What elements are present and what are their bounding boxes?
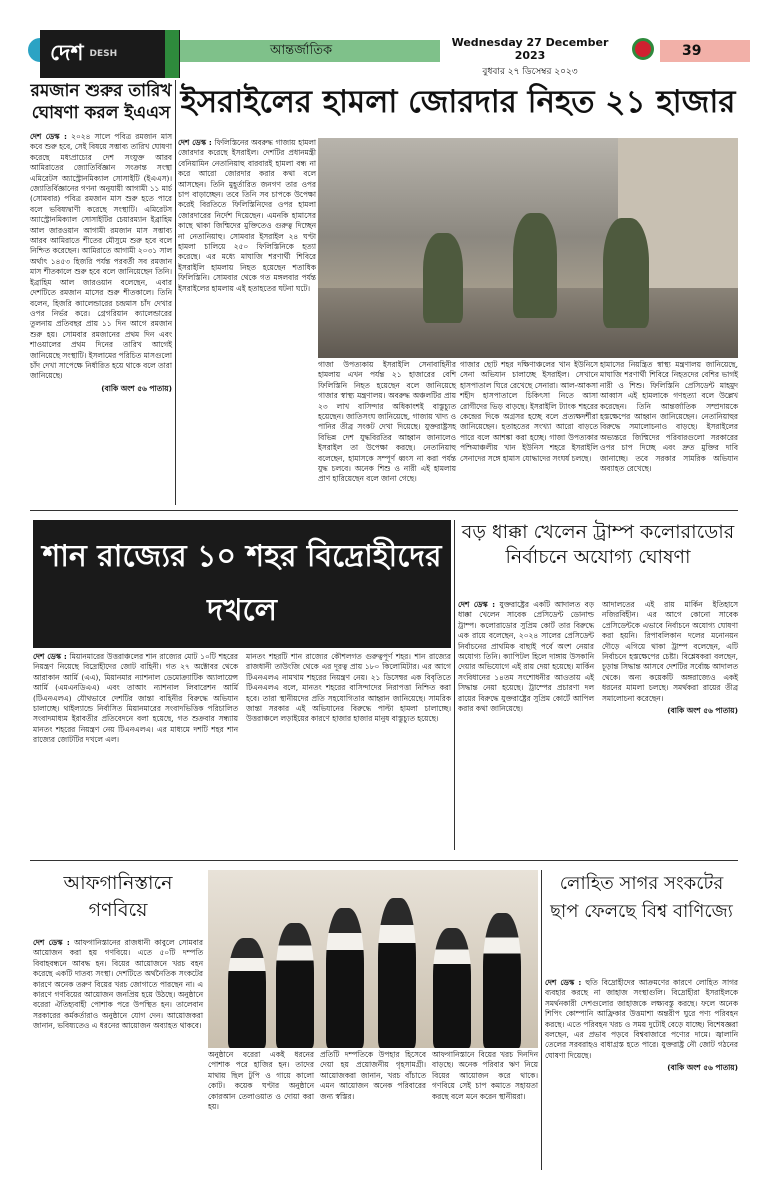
soldier-figure: [603, 218, 649, 328]
afghan-dateline: দেশ ডেস্ক :: [33, 938, 70, 947]
shan-story: [33, 652, 451, 852]
gaza-soldiers-photo: [318, 138, 738, 358]
groom-figure: [483, 913, 521, 1048]
logo-subtext: DESH: [89, 49, 118, 59]
afghan-headline[interactable]: আফগানিস্তানে গণবিয়ে: [63, 872, 173, 921]
mass-wedding-photo: [208, 870, 538, 1048]
israel-column-2: [318, 360, 456, 485]
section-divider: [30, 860, 738, 861]
ramadan-headline[interactable]: রমজান শুরুর তারিখ ঘোষণা করল ইএএস: [30, 81, 172, 123]
redsea-headline[interactable]: লোহিত সাগর সংকটের ছাপ ফেলছে বিশ্ব বাণিজ্যে: [550, 873, 733, 922]
israel-headline[interactable]: ইসরাইলের হামলা জোরদার নিহত ২১ হাজার: [180, 84, 736, 120]
trump-headline[interactable]: বড় ধাক্কা খেলেন ট্রাম্প কলোরাডোর নির্বাচনে অযোগ্য ঘোষণা: [461, 521, 735, 568]
shan-column-1: [33, 652, 238, 746]
groom-figure: [378, 898, 416, 1048]
trump-text-1: যুক্তরাষ্ট্রের একটি আদালত বড় ধাক্কা খেলেন সাবেক প্রেসিডেন্ট ডোনাল্ড ট্রাম্প। কলোরাডোর সুপ্রিম কোর্ট তার বিরুদ্ধে এক রায়ে বলেছেন, ২০২৪ সালের প্রেসিডেন্ট নির্বাচনের প্রাথমিক বাছাই পর্বে অংশ নেয়ার অযোগ্য তিনি। ক্যাপিটল হিলে দাঙ্গায় উসকানি দেয়ার অভিযোগে এই রায় দেয়া হয়েছে। মার্কিন সংবিধানের ১৪তম সংশোধনীর আওতায় এই সিদ্ধান্ত নেয়া হয়েছে। ট্রাম্পের প্রচারণা দল রায়ের বিরুদ্ধে যুক্তরাষ্ট্রের সুপ্রিম কোর্টে আপিল করার কথা জানিয়েছে।: [458, 600, 594, 714]
israel-text-3: গাজার ছোট শহর দক্ষিণাঞ্চলের খান ইউনিসে সেনা অভিযান চালাচ্ছে ইসরাইল। সেখানে হাসপাতাল ঘিরে রেখেছে সেনারা। আল-আকসা শহীদ হাসপাতালে চিকিৎসা নিতে আসা রোগীদের ভিড় বাড়ছে। ইসরাইলি ট্যাংক শহরের কেন্দ্রের দিকে অগ্রসর হচ্ছে বলে প্রত্যক্ষদর্শীরা জানিয়েছেন। হতাহতের সংখ্যা আরো বাড়তে পারে বলে আশঙ্কা করা হচ্ছে। গাজা উপত্যকার পশ্চিমাঞ্চলীয় খান ইউনিস শহরে ইসরাইলি সেনাদের সঙ্গে হামাস যোদ্ধাদের সংঘর্ষ চলছে।: [460, 360, 598, 463]
afghan-column-1: [33, 938, 203, 1032]
shan-text-2: মানতং শহরটি শান রাজ্যের কৌশলগত গুরুত্বপূর্ণ শহর। শান রাজ্যের রাজধানী তাউংজি থেকে এর দূরত্ব প্রায় ১৮০ কিলোমিটার। এর আগে টিএনএলএ নামখাম শহরের নিয়ন্ত্রণ নেয়। ২১ ডিসেম্বর এক বিবৃতিতে টিএনএলএ বলে, মানতং শহরের বাসিন্দাদের নিরাপত্তা নিশ্চিত করা হবে। তারা স্থানীয়দের প্রতি সহযোগিতার আহ্বান জানিয়েছে। সামরিক জান্তা সরকার এই অভিযানের বিরুদ্ধে পাল্টা হামলা চালাচ্ছে। উত্তরাঞ্চলে লড়াইয়ের কারণে হাজার হাজার মানুষ বাস্তুচ্যুত হয়েছে।: [246, 652, 451, 724]
trump-dateline: দেশ ডেস্ক :: [458, 600, 496, 609]
ramadan-text: ২০২৪ সালে পবিত্র রমজান মাস কবে শুরু হবে, সেই বিষয়ে সম্ভাব্য তারিখ ঘোষণা করেছে মধ্যপ্রাচ্যের দেশ সংযুক্ত আরব আমিরাতের জ্যোতির্বিজ্ঞান সংক্রান্ত সংস্থা এমিরেটস অ্যাস্ট্রোনমিক্যাল সোসাইটি (ইএএস)। জ্যোতির্বিজ্ঞানের গণনা অনুযায়ী আগামী ১১ মার্চ (সোমবার) পবিত্র রমজান মাস শুরু হতে পারে বলে ভবিষ্যদ্বাণী করেছে সংস্থাটি। এমিরেটস অ্যাস্ট্রোনমিক্যাল সোসাইটির চেয়ারম্যান ইব্রাহিম আল জারওয়ান আগামী রমজান মাস সম্ভাব্য আরব আমিরাতে শীতের মৌসুমে শুরু হবে বলে নিশ্চিত করেছেন। আমিরাতে আগামী ২০৩১ সাল অর্থাৎ ১৪৫৩ হিজরি পর্যন্ত পরবর্তী সব রমজান মাস শীতকালে শুরু হবে বলে জানিয়েছেন তিনি। ইব্রাহিম আল জারওয়ান বলেছেন, এবার দেশটিতে রমজান মাসের শুরু শীতকালে। তিনি বলেন, হিজরি ক্যালেন্ডারের চন্দ্রমাস চাঁদ দেখার ওপর নির্ভর করে। গ্রেগরিয়ান ক্যালেন্ডারের তুলনায় প্রতিবছর প্রায় ১১ দিন আগে রমজান শুরু হয়। সোমবার রমজানের প্রথম দিন এবং শাওয়ালের প্রথম দিনের তারিখ আগেই জানিয়েছে সংস্থাটি। ইসলামের পরিচিত মাসগুলো চাঁদ দেখা সাপেক্ষে নির্ধারিত হয়ে থাকে বলে তারা জানিয়েছে।: [30, 132, 172, 381]
trump-column-2: [602, 600, 738, 716]
bangladesh-flag-icon: [632, 38, 654, 60]
shan-text-1: মিয়ানমারের উত্তরাঞ্চলের শান রাজ্যের মোট ১০টি শহরের নিয়ন্ত্রণ নিয়েছে বিদ্রোহীদের জোট বাহিনী। গত ২৭ অক্টোবর থেকে আরাকান আর্মি (এএ), মিয়ানমার ন্যাশনাল ডেমোক্র্যাটিক অ্যালায়েন্স আর্মি (এমএনডিএএ) এবং তাআং ন্যাশনাল লিবারেশন আর্মি (টিএনএলএ) যৌথভাবে দেশটির জান্তা বাহিনীর বিরুদ্ধে অভিযান চালাচ্ছে। থাইল্যান্ডে নির্বাসিত মিয়ানমারের সংবাদভিত্তিক পরিচালিত সংবাদমাধ্যম ইরাবতীর প্রতিবেদনে বলা হয়েছে, গত শুক্রবার সন্ধ্যায় মানতং শহরের নিয়ন্ত্রণ নেয় টিএনএলএ। এর মাধ্যমে দশটি শহর শান রাজ্যের জোটটির দখলে এল।: [33, 652, 238, 745]
trump-column-1: [458, 600, 594, 714]
israel-column-1: [178, 138, 316, 294]
ramadan-body: [30, 132, 172, 394]
redsea-continued: (বাকি অংশ ৫৬ পাতায়): [667, 1063, 738, 1073]
trump-text-2: আদালতের এই রায় মার্কিন ইতিহাসে নজিরবিহীন। এর আগে কোনো সাবেক প্রেসিডেন্টকে এভাবে নির্বাচনে অযোগ্য ঘোষণা করা হয়নি। রিপাবলিকান দলের মনোনয়ন দৌড়ে এগিয়ে থাকা ট্রাম্প বলেছেন, এটি নির্বাচনে হস্তক্ষেপের চেষ্টা। বিশ্লেষকরা বলছেন, চূড়ান্ত সিদ্ধান্ত আসবে দেশটির সর্বোচ্চ আদালত থেকে। অন্য কয়েকটি অঙ্গরাজ্যেও একই ধরনের মামলা চলছে। সমর্থকরা রায়ের তীব্র সমালোচনা করেছেন।: [602, 600, 738, 703]
issue-date: [440, 36, 620, 77]
shan-dateline: দেশ ডেস্ক :: [33, 652, 67, 661]
groom-figure: [228, 938, 266, 1048]
soldier-figure: [423, 233, 463, 323]
page-number: 39: [660, 40, 750, 62]
afghan-text-1: আফগানিস্তানের রাজধানী কাবুলে সোমবার আয়োজন করা হয় গণবিয়ে। এতে ৫০টি দম্পতি বিবাহবন্ধনে আবদ্ধ হন। বিয়ের আয়োজনে খরচ বহন করেছে একটি দাতব্য সংস্থা। দেশটিতে অর্থনৈতিক সংকটের কারণে অনেক তরুণ বিয়ের খরচ জোগাতে পারছেন না। এ কারণে গণবিয়ের আয়োজন জনপ্রিয় হয়ে উঠছে। অনুষ্ঠানে বরেরা ঐতিহ্যবাহী পোশাক পরে উপস্থিত হন। তালেবান সরকারের কর্মকর্তারাও অনুষ্ঠানে যোগ দেন। আয়োজকরা জানান, ভবিষ্যতেও এ ধরনের আয়োজন অব্যাহত থাকবে।: [33, 938, 203, 1031]
groom-figure: [276, 923, 314, 1048]
ramadan-story: [30, 80, 172, 505]
soldier-figure: [513, 213, 557, 318]
afghan-column-2: [208, 1050, 314, 1112]
shan-headline[interactable]: শান রাজ্যের ১০ শহর বিদ্রোহীদের দখলে: [33, 520, 451, 648]
groom-figure: [326, 908, 364, 1048]
date-bengali: বুধবার ২৭ ডিসেম্বর ২০২৩: [482, 67, 578, 77]
logo-text: দেশ: [50, 40, 84, 66]
liberty-statue-icon: [165, 30, 179, 78]
israel-dateline: দেশ ডেস্ক :: [178, 138, 212, 147]
shan-column-2: [246, 652, 451, 725]
afghan-column-3: [320, 1050, 426, 1102]
ramadan-dateline: দেশ ডেস্ক :: [30, 132, 67, 141]
israel-text-2: গাজা উপত্যকায় ইসরাইলি সেনাবাহিনীর হামলায় এখন পর্যন্ত ২১ হাজারের বেশি ফিলিস্তিনি নিহত হয়েছেন বলে জানিয়েছে গাজার স্বাস্থ্য মন্ত্রণালয়। অবরুদ্ধ অঞ্চলটির প্রায় ২৩ লাখ বাসিন্দার অধিকাংশই বাস্তুচ্যুত হয়েছেন। জাতিসংঘ জানিয়েছে, গাজায় খাদ্য ও পানির তীব্র সংকট দেখা দিয়েছে। যুক্তরাষ্ট্রসহ বিভিন্ন দেশ যুদ্ধবিরতির আহ্বান জানালেও ইসরাইল তা উপেক্ষা করছে। নেতানিয়াহু বলেছেন, হামাসকে সম্পূর্ণ ধ্বংস না করা পর্যন্ত যুদ্ধ চলবে। অনেক শিশু ও নারী এই হামলায় প্রাণ হারিয়েছেন বলে জানা গেছে।: [318, 360, 456, 484]
afghan-column-4: [432, 1050, 538, 1102]
israel-column-4: [600, 360, 738, 474]
afghan-text-3: প্রতিটি দম্পতিকে উপহার হিসেবে দেয়া হয় প্রয়োজনীয় গৃহসামগ্রী। আয়োজকরা জানান, খরচ বাঁচাতে এমন আয়োজন অনেক পরিবারের জন্য স্বস্তির।: [320, 1050, 426, 1101]
afghan-text-4: আফগানিস্তানে বিয়ের খরচ দিনদিন বাড়ছে। অনেক পরিবার ঋণ নিয়ে বিয়ের আয়োজন করে থাকে। গণবিয়ে সেই চাপ কমাতে সহায়তা করছে বলে মনে করেন স্থানীয়রা।: [432, 1050, 538, 1101]
trump-continued: (বাকি অংশ ৫৬ পাতায়): [667, 706, 738, 716]
desh-logo[interactable]: [40, 30, 180, 78]
trump-story: [458, 600, 738, 850]
israel-text-1: ফিলিস্তিনের অবরুদ্ধ গাজায় হামলা জোরদার করেছে ইসরাইল। দেশটির প্রধানমন্ত্রী বেনিয়ামিন নেতানিয়াহু বারবারই হামলা বন্ধ না করে আরো জোরদার করার কথা বলে আসছেন। তিনি মুহূর্তারিত জনগণ তার ওপর চাপ বাড়াচ্ছেন। তবে তিনি সব চাপকে উপেক্ষা করেই বিরতিতে ফিলিস্তিনিদের ওপর হামলা জোরদারের নির্দেশ দিয়েছেন। এমনকি হামাসের কাছে থাকা জিম্মিদের মুক্তিতেও গুরুত্ব দিচ্ছেন না নেতানিয়াহু। সোমবার ইসরাইল ২৪ ঘণ্টা হামলা চালিয়ে ২৫০ ফিলিস্তিনিকে হত্যা করেছে। এর মধ্যে মাঘাজি শরণার্থী শিবিরে ইসরাইলি হামলায় নিহত হয়েছেন শতাধিক ফিলিস্তিনি। সোমবার থেকে গত মঙ্গলবার পর্যন্ত ইসরাইলের হামলায় এই হতাহতের ঘটনা ঘটে।: [178, 138, 316, 293]
ramadan-continued: (বাকি অংশ ৫৬ পাতায়): [101, 383, 172, 393]
redsea-dateline: দেশ ডেস্ক :: [545, 978, 582, 987]
column-divider: [175, 80, 176, 505]
afghan-text-2: অনুষ্ঠানে বরেরা একই ধরনের পোশাক পরে হাজির হন। তাদের মাথায় ছিল টুপি ও গায়ে কালো কোট। কয়েক ঘণ্টার অনুষ্ঠানে কোরআন তেলাওয়াত ও দোয়া করা হয়।: [208, 1050, 314, 1112]
date-english: Wednesday 27 December 2023: [451, 36, 609, 62]
israel-text-4: হামাসের নিয়ন্ত্রিত স্বাস্থ্য মন্ত্রণালয় জানিয়েছে, মাঘাজি শরণার্থী শিবিরে নিহতদের বেশির ভাগই নারী ও শিশু। ফিলিস্তিনি প্রেসিডেন্ট মাহমুদ আব্বাস এই হামলাকে গণহত্যা বলে উল্লেখ করেছেন। তিনি আন্তর্জাতিক সম্প্রদায়কে হস্তক্ষেপের আহ্বান জানিয়েছেন। নেতানিয়াহুর বিরুদ্ধে সমালোচনাও বাড়ছে। ইসরাইলের অভ্যন্তরে জিম্মিদের পরিবারগুলো সরকারের ওপর চাপ দিচ্ছে এবং দ্রুত মুক্তির দাবি জানাচ্ছে। তবে সরকার সামরিক অভিযান অব্যাহত রেখেছে।: [600, 360, 738, 474]
section-label[interactable]: আন্তর্জাতিক: [180, 40, 440, 62]
israel-column-3: [460, 360, 598, 464]
masthead: [0, 0, 770, 78]
column-divider: [541, 870, 542, 1170]
column-divider: [454, 520, 455, 850]
redsea-story: [545, 978, 738, 1074]
section-divider: [30, 510, 738, 511]
groom-figure: [433, 928, 471, 1048]
redsea-text: হুতি বিদ্রোহীদের আক্রমণের কারণে লোহিত সাগর ব্যবহার করছে না জাহাজ সংস্থাগুলি। বিদ্রোহীরা ইসরাইলকে সমর্থনকারী দেশগুলোর জাহাজকে লক্ষ্যবস্তু করছে। ফলে অনেক শিপিং কোম্পানি আফ্রিকার উত্তমাশা অন্তরীপ ঘুরে পণ্য পরিবহন করছে। এতে পরিবহন খরচ ও সময় দুটোই বেড়ে যাচ্ছে। বিশেষজ্ঞরা বলছেন, এর প্রভাব পড়বে বিশ্ববাজারে পণ্যের দামে। জ্বালানি তেলের সরবরাহও বাধাগ্রস্ত হতে পারে। যুক্তরাষ্ট্র নৌ জোট গঠনের ঘোষণা দিয়েছে।: [545, 978, 738, 1060]
